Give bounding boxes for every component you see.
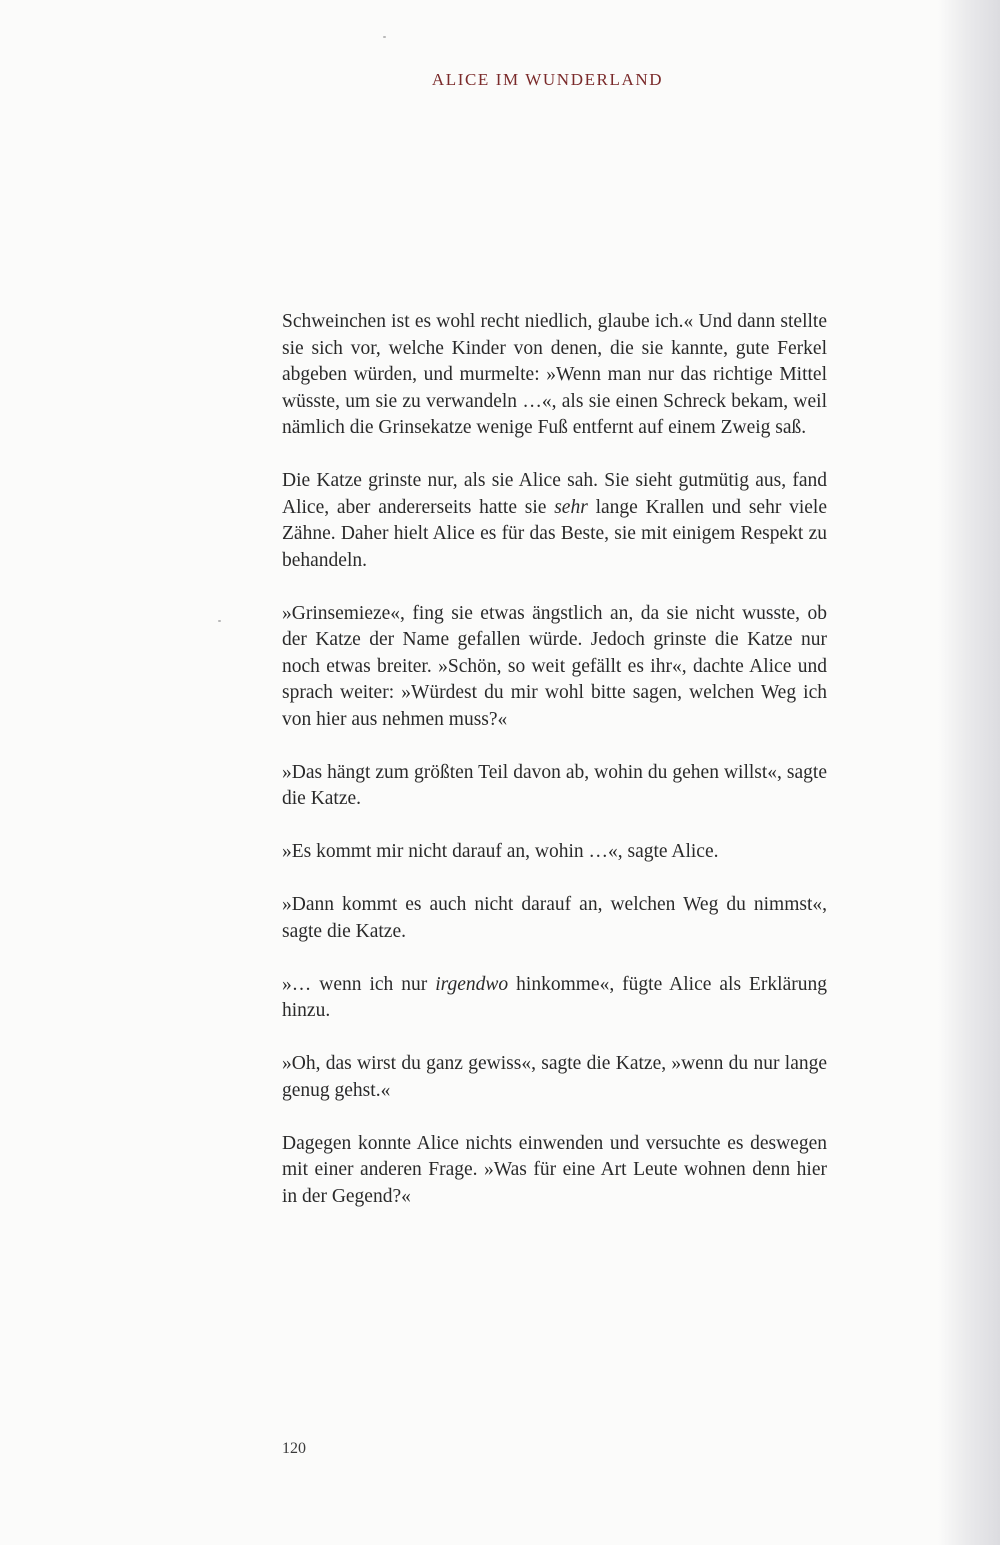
paragraph-text: hinkomme«, fügte Alice als Erklärung hinzu.	[282, 973, 827, 1021]
paragraph	[282, 760, 827, 813]
paragraph	[282, 972, 827, 1025]
paragraph	[282, 892, 827, 945]
paragraph-text: lange Krallen und sehr viele Zähne. Daher hielt Alice es für das Beste, sie mit einigem Respekt zu behandeln.	[282, 496, 827, 571]
paragraph-text: »Es kommt mir nicht darauf an, wohin …«, sagte Alice.	[282, 841, 719, 862]
paragraph-text: »Oh, das wirst du ganz gewiss«, sagte die Katze, »wenn du nur lange genug gehst.«	[282, 1053, 827, 1101]
paper-speck	[218, 620, 221, 622]
paragraph	[282, 601, 827, 734]
paragraph-text: Schweinchen ist es wohl recht niedlich, glaube ich.« Und dann stellte sie sich vor, welche Kinder von denen, die sie kannte, gute Ferkel abgeben würden, und murmelte: »Wenn man nur das richtige Mittel wüsste, um sie zu verwandeln …«, als sie einen Schreck bekam, weil nämlich die Grinsekatze wenige Fuß entfernt auf einem Zweig saß.	[282, 311, 827, 438]
page-number: 120	[282, 1440, 306, 1457]
paragraph	[282, 1051, 827, 1104]
paper-speck	[383, 36, 386, 38]
emphasized-word: irgendwo	[435, 973, 509, 995]
paragraph	[282, 839, 827, 866]
paragraph	[282, 1131, 827, 1211]
page-gutter-shadow	[938, 0, 1000, 1545]
paragraph	[282, 468, 827, 574]
emphasized-word: sehr	[554, 496, 588, 518]
body-text	[282, 309, 827, 1210]
paragraph-text: Die Katze grinste nur, als sie Alice sah. Sie sieht gutmütig aus, fand Alice, aber andererseits hatte sie	[282, 470, 827, 518]
running-header-title: ALICE IM WUNDERLAND	[431, 70, 664, 89]
paragraph	[282, 309, 827, 442]
paragraph-text: »Das hängt zum größten Teil davon ab, wohin du gehen willst«, sagte die Katze.	[282, 761, 827, 809]
paragraph-text: »… wenn ich nur	[282, 973, 436, 995]
paragraph-text: Dagegen konnte Alice nichts einwenden und versuchte es deswegen mit einer anderen Frage. »Was für eine Art Leute wohnen denn hier in der Gegend?«	[282, 1132, 827, 1207]
paragraph-text: »Dann kommt es auch nicht darauf an, welchen Weg du nimmst«, sagte die Katze.	[282, 894, 827, 942]
paragraph-text: »Grinsemieze«, fing sie etwas ängstlich an, da sie nicht wusste, ob der Katze der Name gefallen würde. Jedoch grinste die Katze nur noch etwas breiter. »Schön, so weit gefällt es ihr«, dachte Alice und sprach weiter: »Würdest du mir wohl bitte sagen, welchen Weg ich von hier aus nehmen muss?«	[282, 602, 827, 730]
